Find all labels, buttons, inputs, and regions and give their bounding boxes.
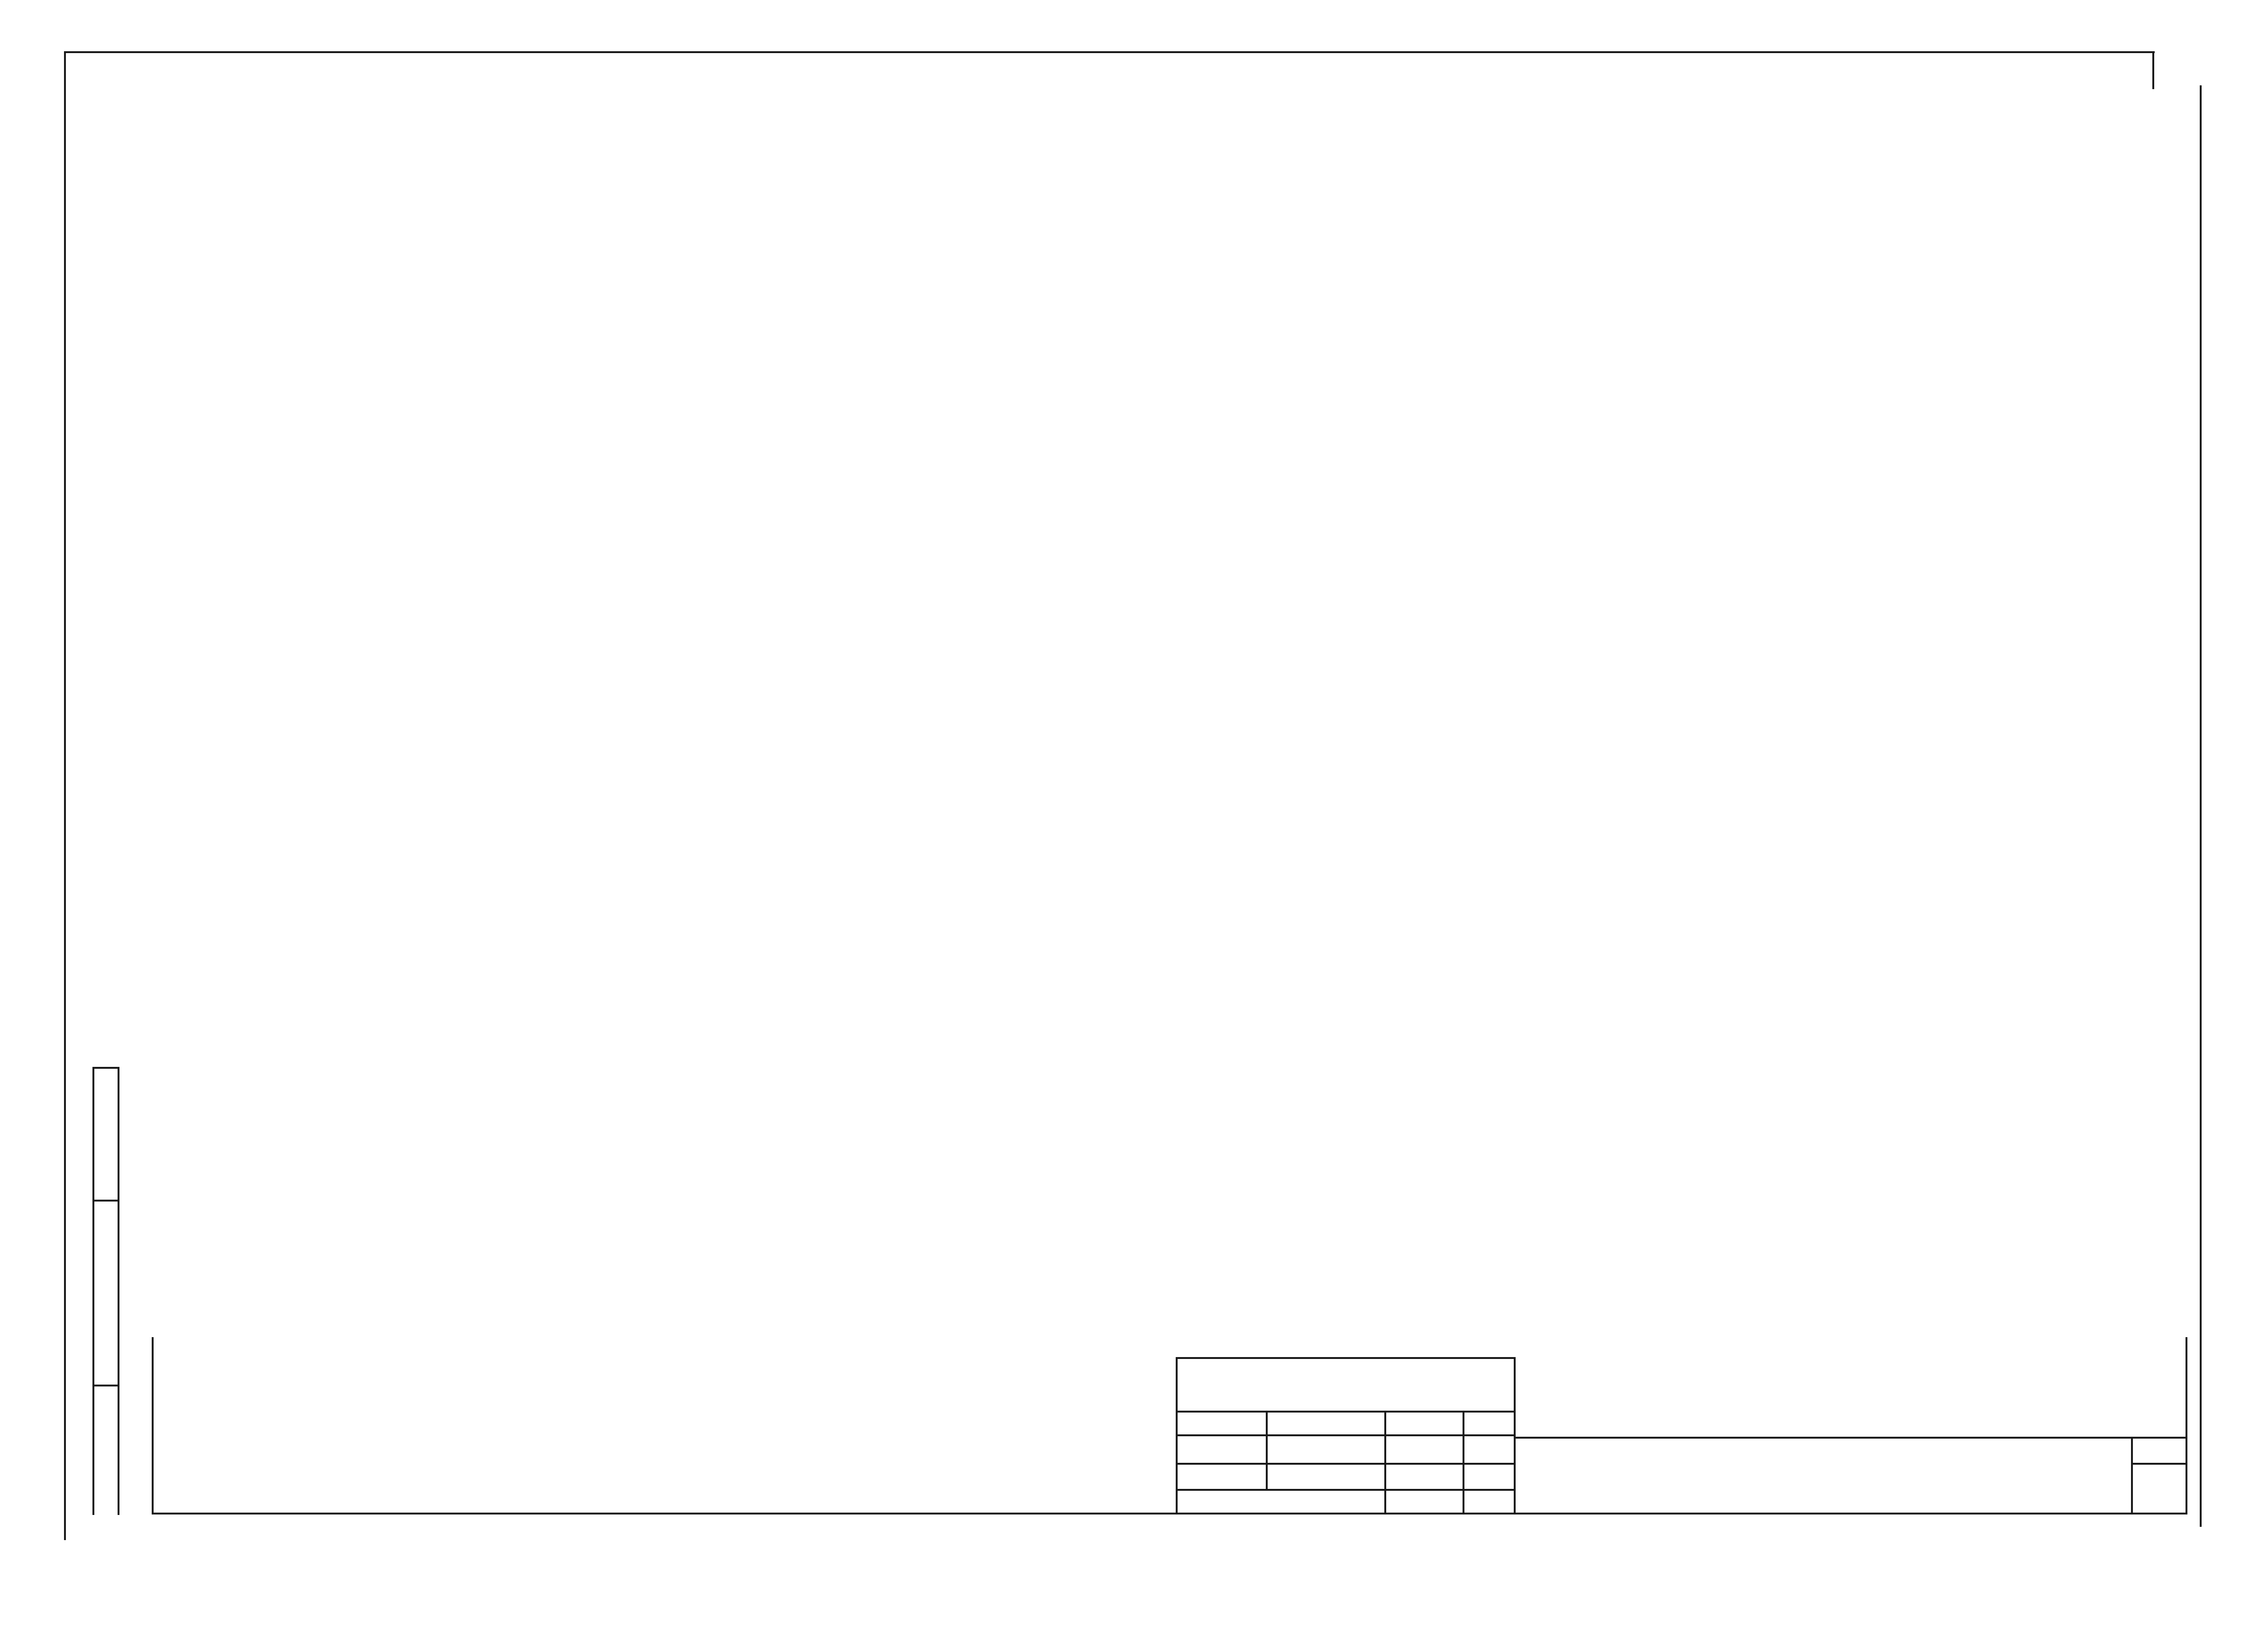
outer-right-border: [2200, 85, 2202, 1527]
side-stamp-line: [92, 1067, 94, 1515]
title-block-bottom-line: [152, 1513, 2186, 1514]
column-number: [1467, 288, 1647, 326]
page-number-box-left: [2152, 51, 2154, 89]
stamp-line: [1176, 1357, 1515, 1359]
outer-left-border: [64, 51, 66, 1540]
column-number: [270, 288, 1131, 326]
stamp-line: [1384, 1411, 1386, 1514]
side-stamp-line: [92, 1385, 119, 1386]
stamp-line: [1266, 1411, 1268, 1489]
column-number: [1316, 288, 1389, 326]
column-number: [1828, 288, 1956, 326]
column-number: [1133, 288, 1316, 326]
stamp-line: [1514, 1437, 2187, 1439]
column-number: [161, 288, 270, 326]
stamp-line: [1176, 1357, 1178, 1514]
title-block-left-line: [152, 1337, 154, 1514]
stamp-line: [2131, 1463, 2187, 1465]
outer-top-border: [64, 51, 2155, 53]
title-block-right-line: [2186, 1337, 2187, 1514]
stamp-line: [1463, 1411, 1464, 1514]
side-stamp-line: [118, 1067, 119, 1515]
side-stamp-line: [92, 1067, 119, 1069]
side-stamp-line: [92, 1200, 119, 1202]
column-number: [1391, 288, 1467, 326]
column-number: [2060, 288, 2188, 326]
stamp-line: [1514, 1357, 1516, 1514]
stamp-line: [2131, 1437, 2133, 1514]
column-number: [1647, 288, 1828, 326]
column-number: [1956, 288, 2060, 326]
